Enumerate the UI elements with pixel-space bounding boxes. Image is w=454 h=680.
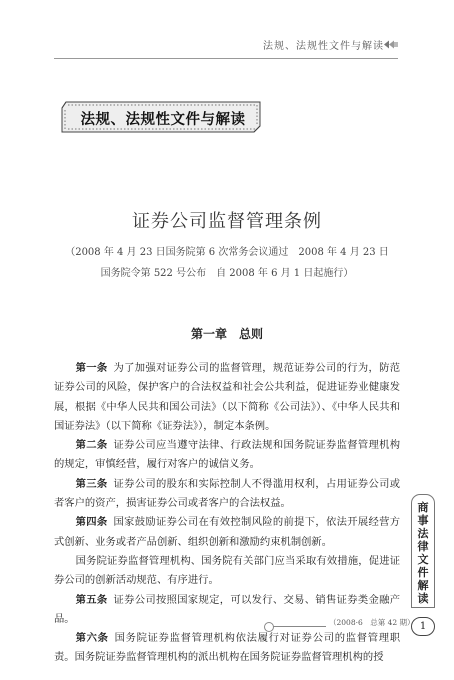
side-tab-char: 事 xyxy=(417,514,429,527)
section-side-tab xyxy=(411,494,435,608)
article-number: 第四条 xyxy=(75,516,108,529)
side-tab-char: 商 xyxy=(417,501,429,514)
document-subtitle-line1: （2008 年 4 月 23 日国务院第 6 次常务会议通过 2008 年 4 月 23 日 xyxy=(65,247,389,258)
article-paragraph xyxy=(54,436,400,475)
article-text: 证券公司按照国家规定，可以发行、交易、销售证券类金融产品。 xyxy=(54,593,401,625)
article-text: 为了加强对证券公司的监督管理，规范证券公司的行为，防范证券公司的风险，保护客户的合法权益和社会公共利益，促进证券业健康发展，根据《中华人民共和国公司法》（以下简称《公司法》）、《中华人民共和国证券法》（以下简称《证券法》），制定本条例。 xyxy=(54,362,401,432)
footer-circle-icon xyxy=(264,622,274,632)
article-number: 第六条 xyxy=(75,632,109,645)
article-paragraph xyxy=(54,629,400,668)
article-number: 第一条 xyxy=(75,362,108,374)
article-text: 国务院证券监督管理机构依法履行对证券公司的监督管理职责。国务院证券监督管理机构的派出机构在国务院证券监督管理机构的授 xyxy=(54,632,401,664)
article-paragraph xyxy=(54,513,400,552)
article-paragraph xyxy=(54,552,400,591)
section-banner xyxy=(60,100,265,134)
article-paragraph xyxy=(54,475,400,514)
banner-label: 法规、法规性文件与解读 xyxy=(80,112,246,128)
header-rule xyxy=(54,58,398,59)
article-text: 国务院证券监督管理机构、国务院有关部门应当采取有效措施，促进证券公司的创新活动规范、有序进行。 xyxy=(54,554,400,587)
article-number: 第三条 xyxy=(75,477,108,490)
page-number: 1 xyxy=(411,617,435,636)
side-tab-char: 法 xyxy=(417,527,429,540)
double-arrow-icon xyxy=(384,40,398,49)
issue-label: （2008·6 总第 42 期） xyxy=(326,617,418,628)
article-text: 证券公司的股东和实际控制人不得滥用权利，占用证券公司或者客户的资产，损害证券公司或者客户的合法权益。 xyxy=(54,477,401,510)
article-text: 国家鼓励证券公司在有效控制风险的前提下，依法开展经营方式创新、业务或者产品创新、组织创新和激励约束机制创新。 xyxy=(54,516,401,548)
running-header-title: 法规、法规性文件与解读 xyxy=(263,41,384,52)
side-tab-char: 文 xyxy=(417,553,429,566)
side-tab-char: 解 xyxy=(417,579,429,592)
article-text: 证券公司应当遵守法律、行政法规和国务院证券监督管理机构的规定，审慎经营，履行对客户的诚信义务。 xyxy=(54,439,401,471)
side-tab-char: 律 xyxy=(417,540,429,553)
side-tab-char: 件 xyxy=(417,566,429,579)
article-paragraph xyxy=(54,359,400,436)
document-title: 证券公司监督管理条例 xyxy=(132,211,322,232)
side-tab-char: 读 xyxy=(417,592,429,605)
article-number: 第五条 xyxy=(75,593,108,606)
article-number: 第二条 xyxy=(75,439,108,452)
chapter-heading: 第一章 总则 xyxy=(190,327,263,341)
document-subtitle-line2: 国务院令第 522 号公布 自 2008 年 6 月 1 日起施行） xyxy=(100,268,354,279)
